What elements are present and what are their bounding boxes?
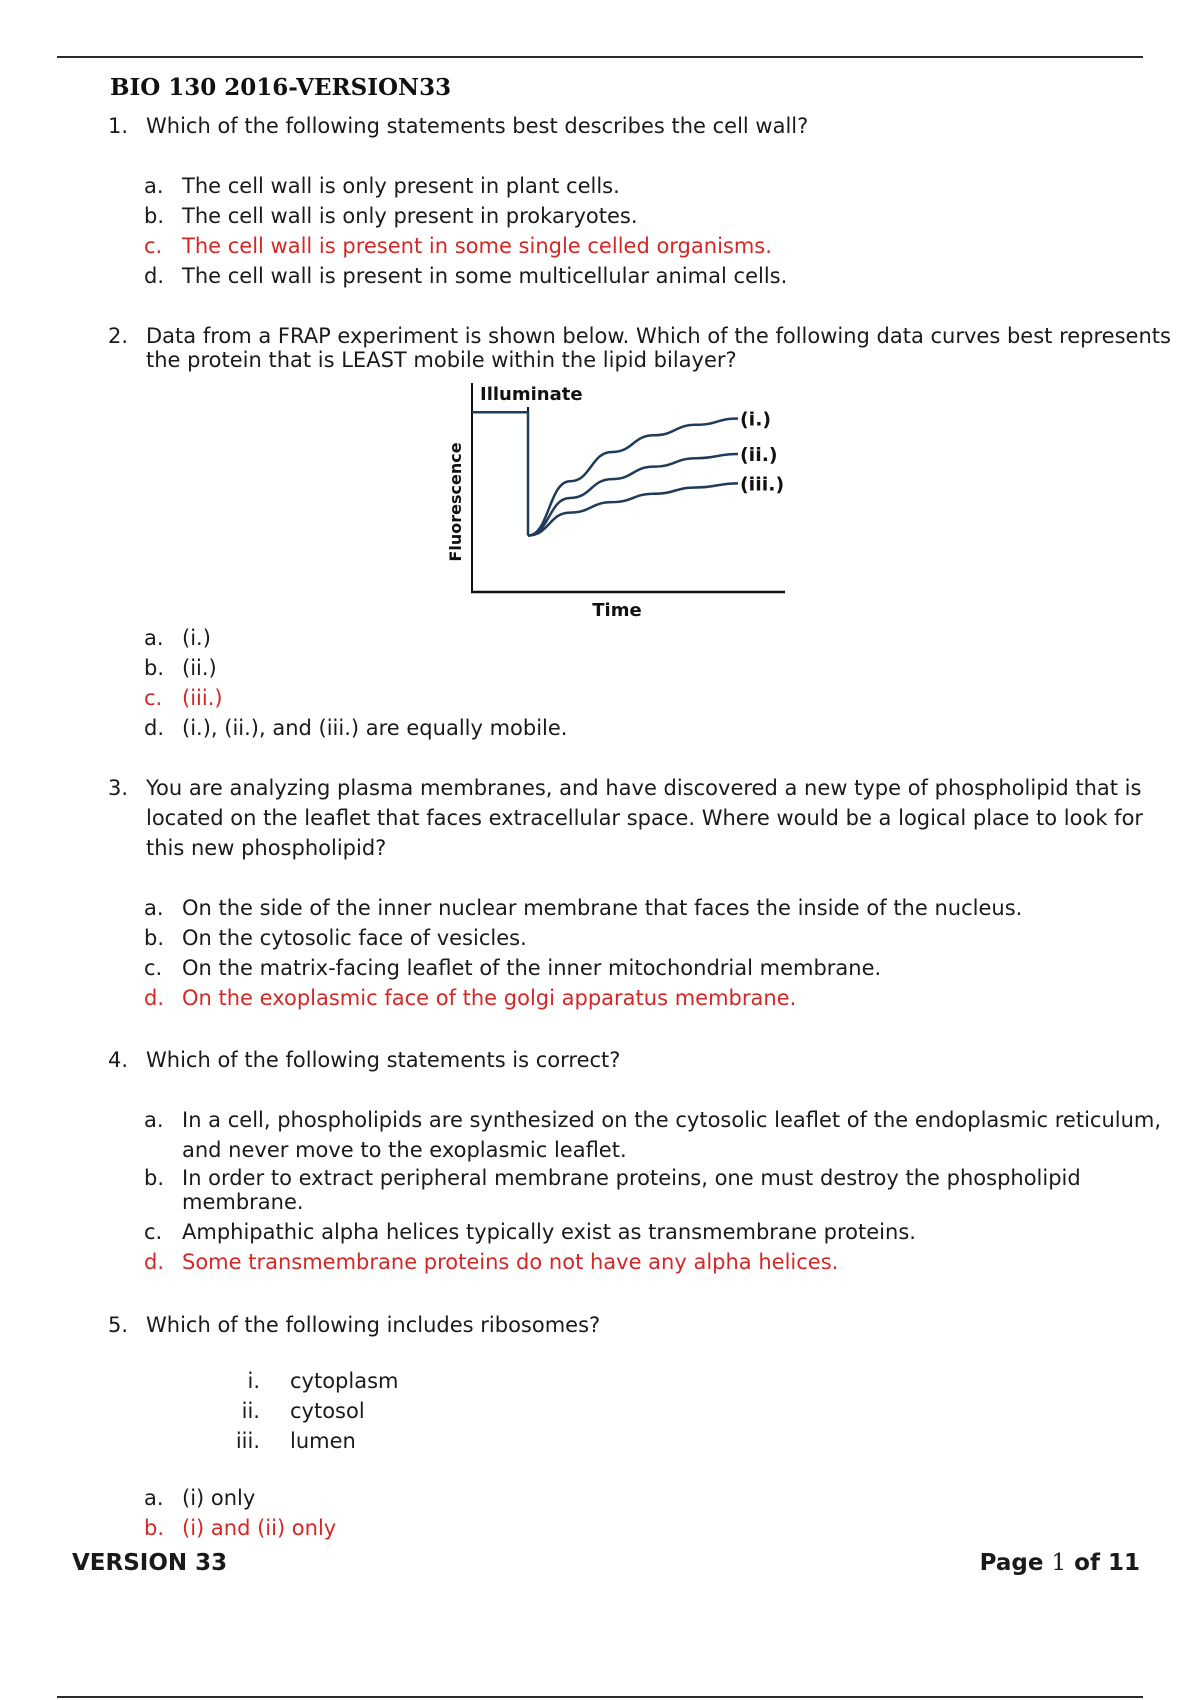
document-title: BIO 130 2016-VERSION33 xyxy=(110,74,452,101)
question-number: 5. xyxy=(108,1313,129,1337)
answer-letter: a. xyxy=(144,1486,164,1510)
series-line-2 xyxy=(528,454,738,536)
question-number: 4. xyxy=(108,1048,129,1072)
answer-letter: a. xyxy=(144,1108,164,1132)
answer-text: (ii.) xyxy=(182,656,217,680)
question-stem: Which of the following includes ribosomes? xyxy=(146,1313,601,1337)
answer-text: (i) only xyxy=(182,1486,256,1510)
answer-letter: a. xyxy=(144,626,164,650)
question-stem: Data from a FRAP experiment is shown below. Which of the following data curves best represents the protein that is LEAST mobile within the lipid bilayer? xyxy=(146,324,1171,372)
page-total: of 11 xyxy=(1074,1550,1140,1576)
answer-letter: b. xyxy=(144,656,165,680)
answer-letter: c. xyxy=(144,234,163,258)
series-label-1: (i.) xyxy=(740,408,772,431)
answer-text: In order to extract peripheral membrane proteins, one must destroy the phospholipid membrane. xyxy=(182,1166,1081,1214)
answer-text: (iii.) xyxy=(182,686,223,710)
question-stem: You are analyzing plasma membranes, and have discovered a new type of phospholipid that is located on the leaflet that faces extracellular space. Where would be a logical place to look for this new phospholipid? xyxy=(146,776,1144,860)
frap-chart xyxy=(440,378,830,628)
series-line-1 xyxy=(528,419,738,536)
answer-text: The cell wall is only present in prokaryotes. xyxy=(182,204,638,228)
item-text: lumen xyxy=(290,1429,356,1453)
answer-letter: d. xyxy=(144,716,165,740)
question-stem: Which of the following statements best describes the cell wall? xyxy=(146,114,809,138)
answer-text: (i.), (ii.), and (iii.) are equally mobile. xyxy=(182,716,568,740)
series-label-2: (ii.) xyxy=(740,444,778,467)
answer-text: On the side of the inner nuclear membrane that faces the inside of the nucleus. xyxy=(182,896,1023,920)
x-axis-label: Time xyxy=(592,600,642,621)
prebleach-line xyxy=(472,412,528,535)
series-label-3: (iii.) xyxy=(740,473,785,496)
answer-text: On the exoplasmic face of the golgi apparatus membrane. xyxy=(182,986,797,1010)
chart-title: Illuminate xyxy=(480,384,583,405)
answer-letter: c. xyxy=(144,686,163,710)
footer-version: VERSION 33 xyxy=(72,1550,228,1576)
answer-text: (i) and (ii) only xyxy=(182,1516,337,1540)
answer-letter: b. xyxy=(144,1166,165,1190)
answer-text: The cell wall is present in some multicellular animal cells. xyxy=(182,264,788,288)
top-rule xyxy=(57,56,1143,58)
page-prefix: Page xyxy=(979,1550,1044,1576)
answer-letter: c. xyxy=(144,1220,163,1244)
answer-letter: a. xyxy=(144,174,164,198)
y-axis-label: Fluorescence xyxy=(446,442,465,562)
item-text: cytosol xyxy=(290,1399,365,1423)
answer-letter: b. xyxy=(144,926,165,950)
item-number: i. xyxy=(247,1369,260,1393)
answer-text: Some transmembrane proteins do not have any alpha helices. xyxy=(182,1250,839,1274)
answer-letter: a. xyxy=(144,896,164,920)
footer-page-number xyxy=(980,1550,1140,1576)
question-number: 3. xyxy=(108,776,129,800)
series-line-3 xyxy=(528,483,738,535)
question-number: 1. xyxy=(108,114,129,138)
answer-letter: c. xyxy=(144,956,163,980)
item-number: ii. xyxy=(241,1399,260,1423)
item-text: cytoplasm xyxy=(290,1369,399,1393)
answer-letter: b. xyxy=(144,204,165,228)
answer-text: In a cell, phospholipids are synthesized on the cytosolic leaflet of the endoplasmic reticulum, and never move to the exoplasmic leaflet. xyxy=(182,1108,1162,1162)
answer-text: The cell wall is only present in plant cells. xyxy=(182,174,620,198)
answer-letter: d. xyxy=(144,1250,165,1274)
bottom-rule xyxy=(57,1696,1143,1698)
answer-letter: d. xyxy=(144,986,165,1010)
item-number: iii. xyxy=(235,1429,260,1453)
question-stem: Which of the following statements is correct? xyxy=(146,1048,621,1072)
answer-letter: b. xyxy=(144,1516,165,1540)
answer-text: On the cytosolic face of vesicles. xyxy=(182,926,527,950)
answer-text: (i.) xyxy=(182,626,211,650)
answer-letter: d. xyxy=(144,264,165,288)
page-current: 1 xyxy=(1051,1550,1067,1576)
answer-text: Amphipathic alpha helices typically exist as transmembrane proteins. xyxy=(182,1220,916,1244)
answer-text: On the matrix-facing leaflet of the inner mitochondrial membrane. xyxy=(182,956,882,980)
question-number: 2. xyxy=(108,324,129,348)
answer-text: The cell wall is present in some single celled organisms. xyxy=(182,234,772,258)
